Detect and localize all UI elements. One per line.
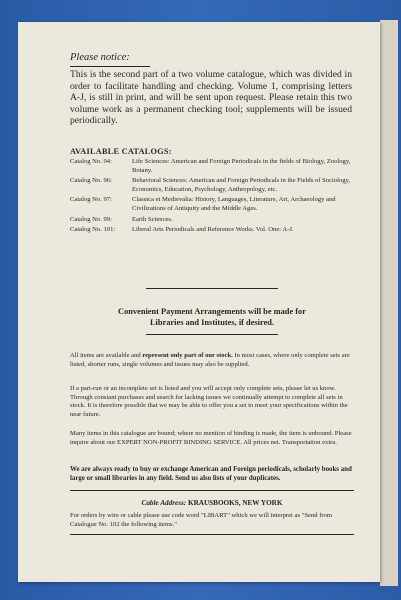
catalog-number: Catalog No. 97: [70, 196, 112, 204]
cable-address [70, 499, 354, 507]
payment-notice [70, 306, 354, 328]
orders-paragraph: For orders by wire or cable please use code word "LIBART" which we will interpret as "Send from Catalogue No. 102 the following items." [70, 512, 333, 528]
paragraph-text: In most cases, where only complete sets are listed, shorter runs, single volumes and issues may also be supplied. [70, 352, 350, 368]
divider-rule [146, 334, 278, 335]
catalog-description: Life Sciences: American and Foreign Periodicals in the fields of Biology, Zoology, Botany. [132, 158, 351, 174]
notice-underline [70, 66, 150, 67]
part-run-paragraph: If a part-run or an incomplete set is listed and you will accept only complete sets, please let us know. Through constant purchases and search for lacking issues we continually attempt to complete all sets in stock. It is therefore possible that we may be able to offer you a set to meet your specifications within the near future. [70, 385, 348, 418]
notice-heading: Please notice: [70, 52, 130, 63]
catalogue-page [18, 22, 380, 582]
catalog-number: Catalog No. 94: [70, 158, 112, 165]
divider-rule [146, 288, 278, 289]
catalog-description: Behavioral Sciences: American and Foreign Periodicals in the Fields of Sociology, Economics, Education, Psychology, Anthropology, etc. [132, 177, 351, 193]
payment-line-2: Libraries and Institutes, if desired. [149, 318, 275, 327]
catalog-number: Catalog No. 99: [70, 215, 112, 223]
notice-text: This is the second part of a two volume catalogue, which was divided in order to facilitate handling and checking. Volume 1, comprising letters A-J, is still in print, and will be sent upon request. Please retain this two volume work as a permanent checking tool; supplements will be issued periodically. [70, 69, 352, 127]
catalog-description: Classica et Medievalia: History, Languages, Literature, Art, Archaeology and Civilizations of Antiquity and the Middle Ages. [132, 196, 336, 212]
catalog-item [70, 216, 354, 225]
divider-rule [70, 490, 354, 491]
paragraph-text: All items are available and [70, 352, 143, 359]
binding-paragraph: Many items in this catalogue are bound; where no mention of binding is made, the item is unbound. Please inquire about our EXPERT NON-PROFIT BINDING SERVICE. All prices net. Transportation extra. [70, 430, 352, 446]
catalog-list [70, 158, 354, 237]
cable-label: Cable Address: [141, 499, 188, 507]
payment-line-1: Convenient Payment Arrangements will be made for [118, 307, 306, 316]
availability-paragraph [70, 352, 352, 369]
catalog-description: Liberal Arts Periodicals and Reference Works. Vol. One: A-J. [132, 226, 294, 234]
catalog-description: Earth Sciences. [132, 215, 173, 223]
catalog-item [70, 177, 354, 194]
cable-address-value: KRAUSBOOKS, NEW YORK [188, 499, 283, 507]
catalog-item [70, 158, 354, 175]
divider-rule [70, 534, 354, 535]
paragraph-emphasis: represent only part of our stock. [142, 352, 233, 359]
catalog-item [70, 196, 354, 213]
catalog-item [70, 226, 354, 235]
page-edge [380, 20, 398, 586]
buy-exchange-paragraph: We are always ready to buy or exchange American and Foreign periodicals, scholarly books and large or small libraries in any field. Send us also lists of your duplicates. [70, 466, 352, 482]
catalog-number: Catalog No. 96: [70, 177, 112, 185]
available-catalogs-heading: AVAILABLE CATALOGS: [70, 147, 172, 156]
catalog-number: Catalog No. 101: [70, 226, 116, 234]
